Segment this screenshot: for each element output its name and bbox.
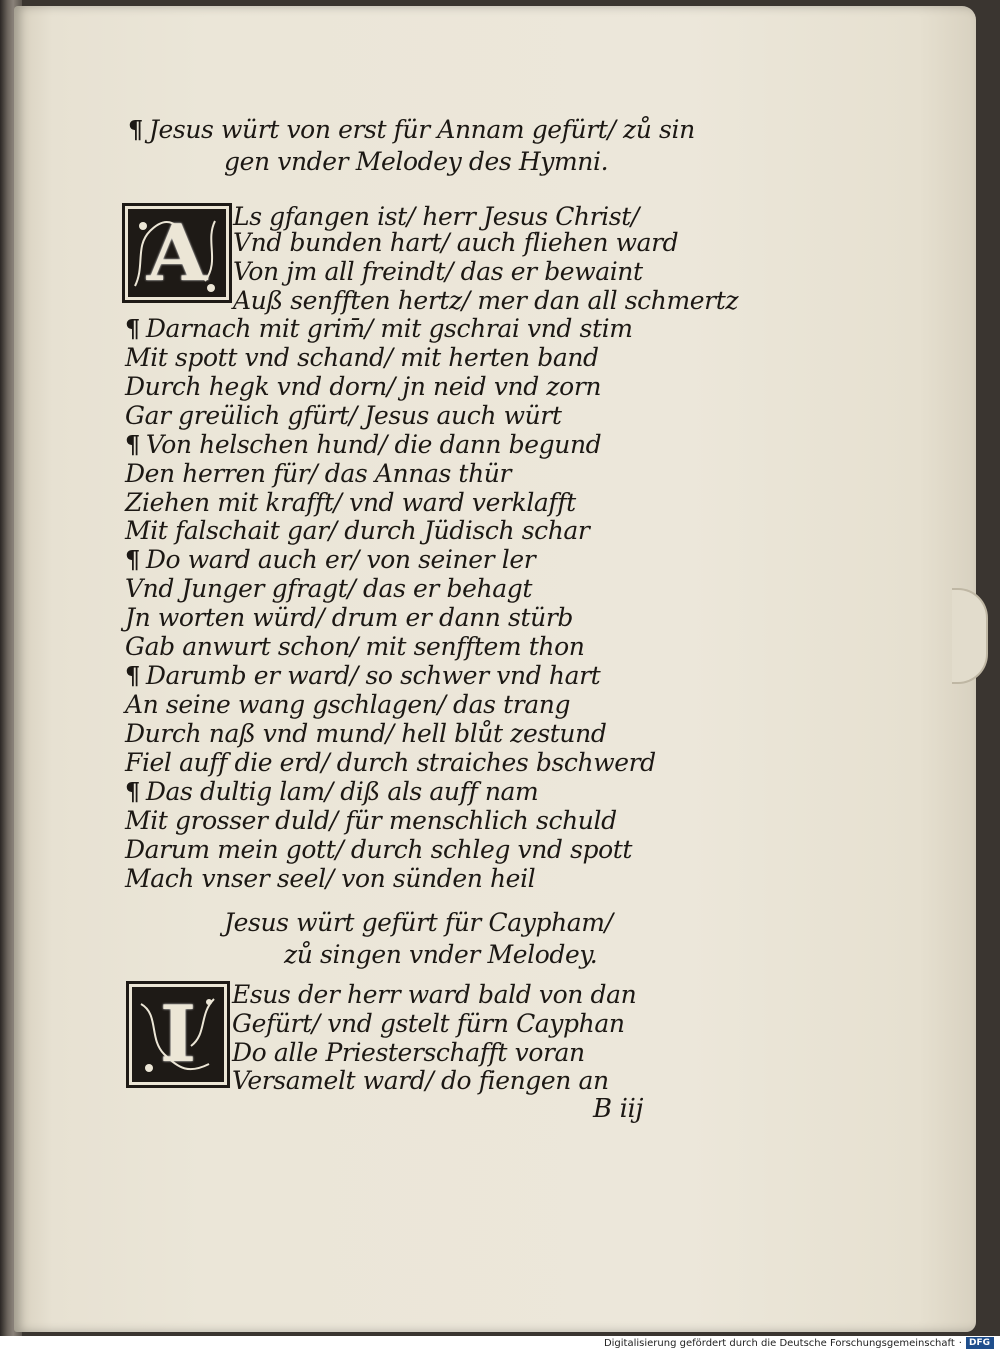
- verse-line: [125, 661, 600, 691]
- pilcrow-icon: ¶: [125, 314, 140, 343]
- verse-line: Mit grosser duld/ für menschlich schuld: [125, 806, 617, 835]
- verse-line: Darum mein gott/ durch schleg vnd spott: [125, 835, 633, 864]
- verse-line: Mit spott vnd schand/ mit herten band: [125, 343, 599, 372]
- verse-line: Den herren für/ das Annas thür: [125, 459, 512, 488]
- initial-letter: A: [146, 207, 208, 299]
- verse-line: Versamelt ward/ do fiengen an: [232, 1066, 609, 1095]
- verse-line: [125, 314, 633, 344]
- initial-letter: I: [159, 989, 197, 1080]
- verse-line: An seine wang gschlagen/ das trang: [125, 690, 571, 719]
- verse-line: Jn worten würd/ drum er dann stürb: [125, 603, 573, 632]
- heading-2-line-2: zů singen vnder Melodey.: [284, 940, 598, 969]
- verse-line: Mit falschait gar/ durch Jüdisch schar: [125, 516, 590, 545]
- verse-line: Gab anwurt schon/ mit senfftem thon: [125, 632, 585, 661]
- footer-separator: ·: [958, 1338, 962, 1349]
- dfg-logo-icon: DFG: [966, 1337, 994, 1349]
- verse-line: Gefürt/ vnd gstelt fürn Cayphan: [232, 1009, 625, 1038]
- pilcrow-icon: ¶: [128, 115, 143, 144]
- verse-line: Durch naß vnd mund/ hell blůt zestund: [125, 719, 607, 748]
- verse-line: Fiel auff die erd/ durch straiches bschwerd: [125, 748, 656, 777]
- verse-line: Gar greülich gfürt/ Jesus auch würt: [125, 401, 562, 430]
- heading-1-line-2: gen vnder Melodey des Hymni.: [224, 147, 609, 176]
- decorated-initial-i: [126, 981, 230, 1088]
- verse-line: Vnd Junger gfragt/ das er behagt: [125, 574, 532, 603]
- verse-line: Esus der herr ward bald von dan: [232, 980, 637, 1009]
- heading-1-line-1-text: Jesus würt von erst für Annam gefürt/ zů sin: [148, 115, 695, 144]
- signature-mark: B iij: [593, 1094, 644, 1124]
- verse-line: Vnd bunden hart/ auch fliehen ward: [233, 228, 679, 257]
- verse-line: Do alle Priesterschafft voran: [232, 1038, 585, 1067]
- pilcrow-icon: ¶: [125, 661, 140, 690]
- stanza-1: [125, 202, 739, 902]
- verse-line-text: Darumb er ward/ so schwer vnd hart: [145, 661, 601, 690]
- digitization-footer: [0, 1336, 1000, 1351]
- verse-line: Ls gfangen ist/ herr Jesus Christ/: [233, 202, 639, 231]
- verse-line: Mach vnser seel/ von sünden heil: [125, 864, 536, 893]
- footer-text: Digitalisierung gefördert durch die Deutsche Forschungsgemeinschaft: [603, 1338, 955, 1349]
- verse-line: [125, 545, 535, 575]
- heading-1: [128, 115, 748, 185]
- heading-2: [224, 908, 644, 972]
- page-tab-notch: [952, 588, 988, 684]
- verse-line-text: Das dultig lam/ diß als auff nam: [145, 777, 539, 806]
- pilcrow-icon: ¶: [125, 430, 140, 459]
- verse-line: Auß senfften hertz/ mer dan all schmertz: [233, 286, 739, 315]
- pilcrow-icon: ¶: [125, 545, 140, 574]
- verse-line-text: Do ward auch er/ von seiner ler: [145, 545, 536, 574]
- verse-line: [125, 777, 538, 807]
- heading-1-line-1: [128, 115, 695, 145]
- verse-line: Von jm all freindt/ das er bewaint: [233, 257, 643, 286]
- floral-ornament-icon: [129, 984, 227, 1085]
- heading-2-line-1: Jesus würt gefürt für Caypham/: [224, 908, 613, 937]
- pilcrow-icon: ¶: [125, 777, 140, 806]
- verse-line: Ziehen mit krafft/ vnd ward verklafft: [125, 488, 576, 517]
- verse-line-text: Darnach mit grim̄/ mit gschrai vnd stim: [145, 314, 633, 343]
- stanza-2: [232, 980, 652, 1100]
- verse-line: Durch hegk vnd dorn/ jn neid vnd zorn: [125, 372, 602, 401]
- verse-line: [125, 430, 601, 460]
- verse-line-text: Von helschen hund/ die dann begund: [145, 430, 602, 459]
